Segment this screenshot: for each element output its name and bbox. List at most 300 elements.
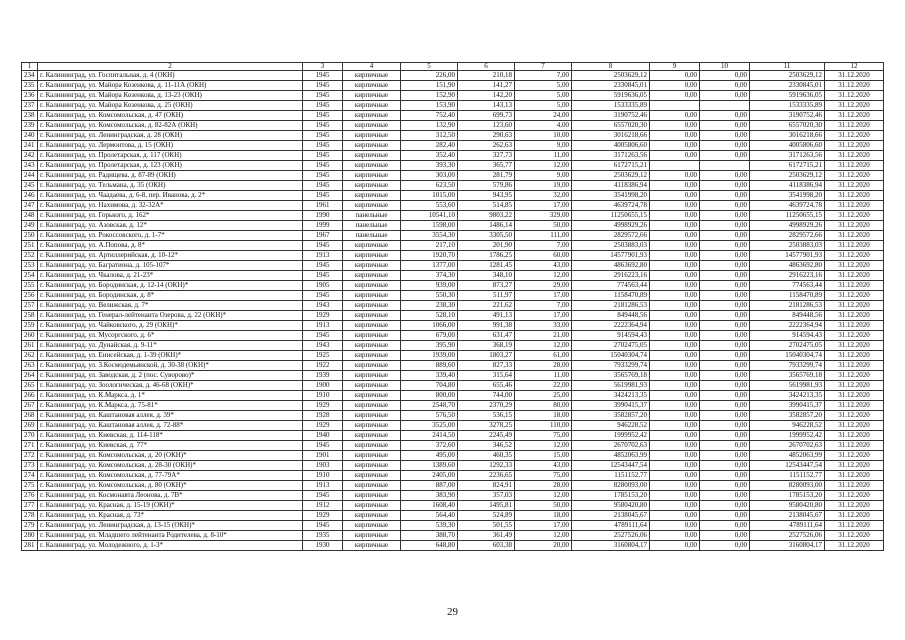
cell-residents: 29,00 bbox=[515, 281, 572, 291]
cell-year-built: 1913 bbox=[303, 321, 343, 331]
column-header: 8 bbox=[572, 63, 650, 71]
cell-living-area: 873,27 bbox=[458, 281, 515, 291]
cell-row-number: 237 bbox=[22, 101, 38, 111]
cell-total-area: 752,40 bbox=[401, 111, 458, 121]
cell-wall-material: кирпичные bbox=[343, 511, 401, 521]
cell-residents: 7,00 bbox=[515, 71, 572, 81]
cell-cost-col-9: 0,00 bbox=[650, 251, 700, 261]
cell-cost-col-9: 0,00 bbox=[650, 371, 700, 381]
cell-cost-col-10: 0,00 bbox=[700, 501, 750, 511]
cell-residents: 17,00 bbox=[515, 311, 572, 321]
cell-year-built: 1903 bbox=[303, 461, 343, 471]
cell-row-number: 243 bbox=[22, 161, 38, 171]
cell-cost-col-10: 0,00 bbox=[700, 371, 750, 381]
cell-deadline: 31.12.2020 bbox=[825, 411, 884, 421]
cell-cost-total: 3424213,35 bbox=[750, 391, 825, 401]
cell-address: г. Калининград, ул. Киевская, д. 114-118* bbox=[38, 431, 303, 441]
cell-year-built: 1945 bbox=[303, 151, 343, 161]
cell-deadline: 31.12.2020 bbox=[825, 301, 884, 311]
cell-cost: 2527526,06 bbox=[572, 531, 650, 541]
cell-residents: 75,00 bbox=[515, 471, 572, 481]
cell-cost-col-9: 0,00 bbox=[650, 271, 700, 281]
cell-residents: 12,00 bbox=[515, 441, 572, 451]
cell-cost: 2138045,67 bbox=[572, 511, 650, 521]
cell-wall-material: кирпичные bbox=[343, 261, 401, 271]
cell-cost-total: 6172715,21 bbox=[750, 161, 825, 171]
cell-row-number: 239 bbox=[22, 121, 38, 131]
cell-deadline: 31.12.2020 bbox=[825, 481, 884, 491]
cell-row-number: 245 bbox=[22, 181, 38, 191]
cell-residents: 60,00 bbox=[515, 251, 572, 261]
cell-cost-col-9: 0,00 bbox=[650, 491, 700, 501]
cell-row-number: 280 bbox=[22, 531, 38, 541]
cell-row-number: 250 bbox=[22, 231, 38, 241]
cell-total-area: 312,50 bbox=[401, 131, 458, 141]
cell-residents: 50,00 bbox=[515, 501, 572, 511]
cell-row-number: 235 bbox=[22, 81, 38, 91]
cell-row-number: 234 bbox=[22, 71, 38, 81]
cell-cost-total: 1151152,77 bbox=[750, 471, 825, 481]
cell-address: г. Калининград, ул. Ленинградская, д. 28 (ОКН) bbox=[38, 131, 303, 141]
table-row bbox=[22, 411, 884, 421]
cell-deadline: 31.12.2020 bbox=[825, 261, 884, 271]
table-row bbox=[22, 201, 884, 211]
cell-residents: 329,00 bbox=[515, 211, 572, 221]
table-row bbox=[22, 351, 884, 361]
cell-year-built: 1945 bbox=[303, 81, 343, 91]
cell-row-number: 275 bbox=[22, 481, 38, 491]
cell-living-area: 1486,14 bbox=[458, 221, 515, 231]
table-row bbox=[22, 191, 884, 201]
cell-wall-material: кирпичные bbox=[343, 91, 401, 101]
cell-year-built: 1945 bbox=[303, 491, 343, 501]
cell-cost-col-9: 0,00 bbox=[650, 81, 700, 91]
table-row bbox=[22, 131, 884, 141]
cell-cost-total: 2222364,94 bbox=[750, 321, 825, 331]
cell-address: г. Калининград, ул. Лермонтова, д. 15 (ОКН) bbox=[38, 141, 303, 151]
cell-residents: 12,00 bbox=[515, 531, 572, 541]
table-row bbox=[22, 211, 884, 221]
table-row bbox=[22, 481, 884, 491]
table-row bbox=[22, 501, 884, 511]
cell-address: г. Калининград, ул. Комсомольская, д. 77-79А* bbox=[38, 471, 303, 481]
column-header: 1 bbox=[22, 63, 38, 71]
cell-deadline: 31.12.2020 bbox=[825, 541, 884, 551]
cell-wall-material: кирпичные bbox=[343, 321, 401, 331]
table-row bbox=[22, 271, 884, 281]
cell-total-area: 151,90 bbox=[401, 81, 458, 91]
cell-cost-col-10: 0,00 bbox=[700, 511, 750, 521]
cell-year-built: 1912 bbox=[303, 501, 343, 511]
cell-living-area: 9803,22 bbox=[458, 211, 515, 221]
cell-cost-col-10: 0,00 bbox=[700, 281, 750, 291]
cell-wall-material: кирпичные bbox=[343, 481, 401, 491]
cell-cost: 774563,44 bbox=[572, 281, 650, 291]
cell-row-number: 238 bbox=[22, 111, 38, 121]
cell-deadline: 31.12.2020 bbox=[825, 421, 884, 431]
cell-cost-col-9: 0,00 bbox=[650, 451, 700, 461]
cell-deadline: 31.12.2020 bbox=[825, 141, 884, 151]
cell-row-number: 255 bbox=[22, 281, 38, 291]
cell-wall-material: кирпичные bbox=[343, 161, 401, 171]
cell-cost-col-10: 0,00 bbox=[700, 171, 750, 181]
cell-deadline: 31.12.2020 bbox=[825, 241, 884, 251]
cell-row-number: 254 bbox=[22, 271, 38, 281]
cell-deadline: 31.12.2020 bbox=[825, 221, 884, 231]
cell-address: г. Калининград, ул. Багратиона, д. 105-107* bbox=[38, 261, 303, 271]
cell-wall-material: кирпичные bbox=[343, 491, 401, 501]
cell-wall-material: кирпичные bbox=[343, 501, 401, 511]
cell-year-built: 1945 bbox=[303, 71, 343, 81]
cell-address: г. Калининград, ул. Киевская, д. 77* bbox=[38, 441, 303, 451]
cell-residents: 12,00 bbox=[515, 491, 572, 501]
cell-cost-col-9: 0,00 bbox=[650, 71, 700, 81]
cell-year-built: 1913 bbox=[303, 251, 343, 261]
cell-deadline: 31.12.2020 bbox=[825, 131, 884, 141]
cell-year-built: 1922 bbox=[303, 361, 343, 371]
cell-living-area: 536,15 bbox=[458, 411, 515, 421]
cell-row-number: 262 bbox=[22, 351, 38, 361]
cell-cost-col-10 bbox=[700, 101, 750, 111]
cell-deadline: 31.12.2020 bbox=[825, 351, 884, 361]
cell-cost-col-9: 0,00 bbox=[650, 91, 700, 101]
cell-address: г. Калининград, ул. Чкалова, д. 21-23* bbox=[38, 271, 303, 281]
cell-cost-col-10: 0,00 bbox=[700, 91, 750, 101]
cell-cost-total: 2503629,12 bbox=[750, 171, 825, 181]
cell-cost: 4863692,80 bbox=[572, 261, 650, 271]
cell-row-number: 249 bbox=[22, 221, 38, 231]
cell-cost-col-9: 0,00 bbox=[650, 471, 700, 481]
cell-cost: 6557020,30 bbox=[572, 121, 650, 131]
cell-residents: 15,00 bbox=[515, 451, 572, 461]
column-header: 5 bbox=[401, 63, 458, 71]
cell-cost: 3565769,18 bbox=[572, 371, 650, 381]
cell-wall-material: кирпичные bbox=[343, 191, 401, 201]
cell-living-area: 281,79 bbox=[458, 171, 515, 181]
cell-row-number: 276 bbox=[22, 491, 38, 501]
cell-year-built: 1945 bbox=[303, 131, 343, 141]
cell-cost-col-9: 0,00 bbox=[650, 311, 700, 321]
cell-cost-total: 4118386,94 bbox=[750, 181, 825, 191]
cell-year-built: 1928 bbox=[303, 411, 343, 421]
cell-year-built: 1939 bbox=[303, 371, 343, 381]
cell-wall-material: кирпичные bbox=[343, 281, 401, 291]
cell-total-area: 1608,40 bbox=[401, 501, 458, 511]
cell-row-number: 253 bbox=[22, 261, 38, 271]
table-row bbox=[22, 531, 884, 541]
cell-cost: 4005806,60 bbox=[572, 141, 650, 151]
cell-living-area: 603,38 bbox=[458, 541, 515, 551]
table-row bbox=[22, 511, 884, 521]
cell-address: г. Калининград, ул. Комсомольская, д. 28-30 (ОКН)* bbox=[38, 461, 303, 471]
cell-deadline: 31.12.2020 bbox=[825, 211, 884, 221]
cell-cost-col-9 bbox=[650, 161, 700, 171]
cell-living-area: 346,52 bbox=[458, 441, 515, 451]
cell-cost-col-10: 0,00 bbox=[700, 181, 750, 191]
cell-cost-col-10: 0,00 bbox=[700, 321, 750, 331]
cell-residents: 28,00 bbox=[515, 361, 572, 371]
cell-deadline: 31.12.2020 bbox=[825, 451, 884, 461]
cell-cost-total: 849448,56 bbox=[750, 311, 825, 321]
cell-cost-col-10: 0,00 bbox=[700, 331, 750, 341]
cell-wall-material: кирпичные bbox=[343, 461, 401, 471]
cell-cost: 2702475,05 bbox=[572, 341, 650, 351]
cell-cost: 3541998,20 bbox=[572, 191, 650, 201]
cell-living-area: 3305,50 bbox=[458, 231, 515, 241]
table-row bbox=[22, 521, 884, 531]
cell-total-area: 539,30 bbox=[401, 521, 458, 531]
cell-row-number: 251 bbox=[22, 241, 38, 251]
table-row bbox=[22, 391, 884, 401]
cell-total-area: 132,90 bbox=[401, 121, 458, 131]
cell-cost-total: 12543447,54 bbox=[750, 461, 825, 471]
cell-year-built: 1945 bbox=[303, 331, 343, 341]
cell-deadline: 31.12.2020 bbox=[825, 431, 884, 441]
cell-living-area: 1495,81 bbox=[458, 501, 515, 511]
cell-living-area: 699,73 bbox=[458, 111, 515, 121]
cell-address: г. Калининград, ул. Госпитальная, д. 4 (ОКН) bbox=[38, 71, 303, 81]
cell-living-area: 365,77 bbox=[458, 161, 515, 171]
cell-living-area: 327,73 bbox=[458, 151, 515, 161]
cell-living-area: 348,10 bbox=[458, 271, 515, 281]
cell-cost-col-9: 0,00 bbox=[650, 211, 700, 221]
cell-cost-col-10: 0,00 bbox=[700, 481, 750, 491]
table-row bbox=[22, 331, 884, 341]
table-row bbox=[22, 401, 884, 411]
cell-wall-material: кирпичные bbox=[343, 531, 401, 541]
cell-address: г. Калининград, ул. Зоологическая, д. 46-68 (ОКН)* bbox=[38, 381, 303, 391]
cell-cost-col-10: 0,00 bbox=[700, 451, 750, 461]
cell-year-built: 1935 bbox=[303, 531, 343, 541]
table-row bbox=[22, 81, 884, 91]
cell-cost-total: 6557020,30 bbox=[750, 121, 825, 131]
cell-row-number: 240 bbox=[22, 131, 38, 141]
cell-wall-material: кирпичные bbox=[343, 421, 401, 431]
cell-address: г. Калининград, ул. К.Маркса, д. 1* bbox=[38, 391, 303, 401]
cell-wall-material: кирпичные bbox=[343, 361, 401, 371]
cell-address: г. Калининград, ул. Енисейская, д. 1-39 (ОКН)* bbox=[38, 351, 303, 361]
cell-cost-col-10: 0,00 bbox=[700, 411, 750, 421]
table-row bbox=[22, 251, 884, 261]
cell-row-number: 241 bbox=[22, 141, 38, 151]
cell-year-built: 1945 bbox=[303, 191, 343, 201]
cell-total-area: 238,30 bbox=[401, 301, 458, 311]
column-header: 7 bbox=[515, 63, 572, 71]
cell-total-area: 550,30 bbox=[401, 291, 458, 301]
cell-address: г. Калининград, ул. Пролетарская, д. 117 (ОКН) bbox=[38, 151, 303, 161]
cell-year-built: 1901 bbox=[303, 451, 343, 461]
cell-total-area: 383,90 bbox=[401, 491, 458, 501]
cell-total-area: 352,40 bbox=[401, 151, 458, 161]
cell-cost-col-10: 0,00 bbox=[700, 221, 750, 231]
cell-deadline: 31.12.2020 bbox=[825, 251, 884, 261]
cell-wall-material: кирпичные bbox=[343, 341, 401, 351]
cell-cost-total: 4639724,78 bbox=[750, 201, 825, 211]
cell-row-number: 247 bbox=[22, 201, 38, 211]
cell-year-built: 1945 bbox=[303, 241, 343, 251]
cell-cost-col-9: 0,00 bbox=[650, 321, 700, 331]
cell-cost-total: 15040304,74 bbox=[750, 351, 825, 361]
cell-cost: 14577901,93 bbox=[572, 251, 650, 261]
cell-cost-total: 2829572,66 bbox=[750, 231, 825, 241]
cell-living-area: 1281,45 bbox=[458, 261, 515, 271]
cell-year-built: 1945 bbox=[303, 121, 343, 131]
cell-address: г. Калининград, ул. Заводская, д. 2 (пос. Суворово)* bbox=[38, 371, 303, 381]
cell-deadline: 31.12.2020 bbox=[825, 151, 884, 161]
table-row bbox=[22, 111, 884, 121]
cell-year-built: 1929 bbox=[303, 511, 343, 521]
cell-cost-total: 3171263,56 bbox=[750, 151, 825, 161]
cell-cost: 946228,52 bbox=[572, 421, 650, 431]
cell-cost-col-9: 0,00 bbox=[650, 121, 700, 131]
cell-cost-total: 2138045,67 bbox=[750, 511, 825, 521]
cell-row-number: 278 bbox=[22, 511, 38, 521]
cell-wall-material: панельные bbox=[343, 221, 401, 231]
cell-cost-col-9: 0,00 bbox=[650, 151, 700, 161]
cell-cost: 2503629,12 bbox=[572, 71, 650, 81]
cell-address: г. Калининград, ул. Комсомольская, д. 80 (ОКН)* bbox=[38, 481, 303, 491]
cell-year-built: 1925 bbox=[303, 351, 343, 361]
cell-cost-col-9: 0,00 bbox=[650, 261, 700, 271]
cell-deadline: 31.12.2020 bbox=[825, 491, 884, 501]
cell-total-area: 374,30 bbox=[401, 271, 458, 281]
cell-cost-total: 1999952,42 bbox=[750, 431, 825, 441]
cell-cost: 2829572,66 bbox=[572, 231, 650, 241]
table-row bbox=[22, 171, 884, 181]
cell-residents: 25,00 bbox=[515, 391, 572, 401]
cell-row-number: 270 bbox=[22, 431, 38, 441]
cell-wall-material: кирпичные bbox=[343, 451, 401, 461]
cell-total-area: 800,00 bbox=[401, 391, 458, 401]
cell-row-number: 269 bbox=[22, 421, 38, 431]
cell-cost: 2503883,03 bbox=[572, 241, 650, 251]
column-header: 9 bbox=[650, 63, 700, 71]
cell-living-area: 262,63 bbox=[458, 141, 515, 151]
table-row bbox=[22, 341, 884, 351]
cell-wall-material: панельные bbox=[343, 211, 401, 221]
cell-year-built: 1945 bbox=[303, 271, 343, 281]
table-row bbox=[22, 491, 884, 501]
cell-cost: 3582857,20 bbox=[572, 411, 650, 421]
cell-cost-total: 1533335,89 bbox=[750, 101, 825, 111]
cell-address: г. Калининград, ул. Красная, д. 73* bbox=[38, 511, 303, 521]
table-row bbox=[22, 381, 884, 391]
cell-deadline: 31.12.2020 bbox=[825, 71, 884, 81]
cell-living-area: 290,63 bbox=[458, 131, 515, 141]
cell-wall-material: кирпичные bbox=[343, 241, 401, 251]
cell-row-number: 263 bbox=[22, 361, 38, 371]
table-row bbox=[22, 241, 884, 251]
cell-total-area: 1939,00 bbox=[401, 351, 458, 361]
cell-cost-total: 3541998,20 bbox=[750, 191, 825, 201]
cell-deadline: 31.12.2020 bbox=[825, 391, 884, 401]
cell-address: г. Калининград, ул. Тельмана, д. 35 (ОКН) bbox=[38, 181, 303, 191]
cell-wall-material: кирпичные bbox=[343, 101, 401, 111]
cell-deadline: 31.12.2020 bbox=[825, 171, 884, 181]
cell-cost-col-10: 0,00 bbox=[700, 541, 750, 551]
cell-living-area: 357,03 bbox=[458, 491, 515, 501]
cell-total-area: 1377,00 bbox=[401, 261, 458, 271]
cell-residents: 32,00 bbox=[515, 191, 572, 201]
cell-row-number: 256 bbox=[22, 291, 38, 301]
cell-deadline: 31.12.2020 bbox=[825, 181, 884, 191]
cell-living-area: 460,35 bbox=[458, 451, 515, 461]
cell-address: г. Калининград, ул. Горького, д. 162* bbox=[38, 211, 303, 221]
cell-cost-col-9: 0,00 bbox=[650, 381, 700, 391]
cell-total-area: 395,90 bbox=[401, 341, 458, 351]
cell-cost-total: 2702475,05 bbox=[750, 341, 825, 351]
cell-row-number: 252 bbox=[22, 251, 38, 261]
cell-living-area: 744,00 bbox=[458, 391, 515, 401]
cell-residents: 12,00 bbox=[515, 161, 572, 171]
cell-living-area: 1803,27 bbox=[458, 351, 515, 361]
cell-row-number: 264 bbox=[22, 371, 38, 381]
cell-cost-col-9: 0,00 bbox=[650, 171, 700, 181]
table-row bbox=[22, 261, 884, 271]
cell-cost-col-9 bbox=[650, 101, 700, 111]
cell-cost-col-10: 0,00 bbox=[700, 531, 750, 541]
cell-cost-col-10: 0,00 bbox=[700, 271, 750, 281]
cell-total-area: 226,00 bbox=[401, 71, 458, 81]
cell-cost-col-10: 0,00 bbox=[700, 401, 750, 411]
cell-deadline: 31.12.2020 bbox=[825, 371, 884, 381]
cell-cost-col-9: 0,00 bbox=[650, 531, 700, 541]
cell-cost-total: 774563,44 bbox=[750, 281, 825, 291]
cell-address: г. Калининград, ул. Младшего лейтенанта Родителева, д. 8-10* bbox=[38, 531, 303, 541]
cell-cost-col-10: 0,00 bbox=[700, 191, 750, 201]
cell-living-area: 943,95 bbox=[458, 191, 515, 201]
cell-residents: 9,00 bbox=[515, 141, 572, 151]
cell-total-area: 388,70 bbox=[401, 531, 458, 541]
cell-cost-total: 2527526,06 bbox=[750, 531, 825, 541]
cell-address: г. Калининград, ул. Комсомольская, д. 82-82А (ОКН) bbox=[38, 121, 303, 131]
cell-cost-col-9: 0,00 bbox=[650, 181, 700, 191]
cell-cost-total: 2330845,01 bbox=[750, 81, 825, 91]
page-number: 29 bbox=[447, 606, 458, 618]
cell-living-area: 631,47 bbox=[458, 331, 515, 341]
cell-living-area: 514,85 bbox=[458, 201, 515, 211]
table-row bbox=[22, 231, 884, 241]
cell-cost: 2916223,16 bbox=[572, 271, 650, 281]
cell-wall-material: кирпичные bbox=[343, 371, 401, 381]
cell-row-number: 271 bbox=[22, 441, 38, 451]
cell-year-built: 1945 bbox=[303, 101, 343, 111]
cell-cost-col-10: 0,00 bbox=[700, 141, 750, 151]
cell-cost: 1533335,89 bbox=[572, 101, 650, 111]
cell-cost-col-9: 0,00 bbox=[650, 201, 700, 211]
cell-cost: 3424213,35 bbox=[572, 391, 650, 401]
cell-total-area: 889,60 bbox=[401, 361, 458, 371]
cell-cost-col-9: 0,00 bbox=[650, 231, 700, 241]
cell-address: г. Калининград, ул. Молодежного, д. 1-3* bbox=[38, 541, 303, 551]
cell-wall-material: кирпичные bbox=[343, 391, 401, 401]
cell-cost-col-10: 0,00 bbox=[700, 341, 750, 351]
table-row bbox=[22, 151, 884, 161]
cell-deadline: 31.12.2020 bbox=[825, 281, 884, 291]
cell-residents: 9,00 bbox=[515, 171, 572, 181]
cell-cost: 4639724,78 bbox=[572, 201, 650, 211]
cell-wall-material: кирпичные bbox=[343, 541, 401, 551]
cell-cost: 1785153,20 bbox=[572, 491, 650, 501]
cell-deadline: 31.12.2020 bbox=[825, 161, 884, 171]
cell-wall-material: кирпичные bbox=[343, 81, 401, 91]
cell-wall-material: кирпичные bbox=[343, 401, 401, 411]
cell-total-area: 1598,00 bbox=[401, 221, 458, 231]
cell-deadline: 31.12.2020 bbox=[825, 231, 884, 241]
cell-cost-total: 1158470,89 bbox=[750, 291, 825, 301]
cell-cost: 914594,43 bbox=[572, 331, 650, 341]
cell-deadline: 31.12.2020 bbox=[825, 471, 884, 481]
